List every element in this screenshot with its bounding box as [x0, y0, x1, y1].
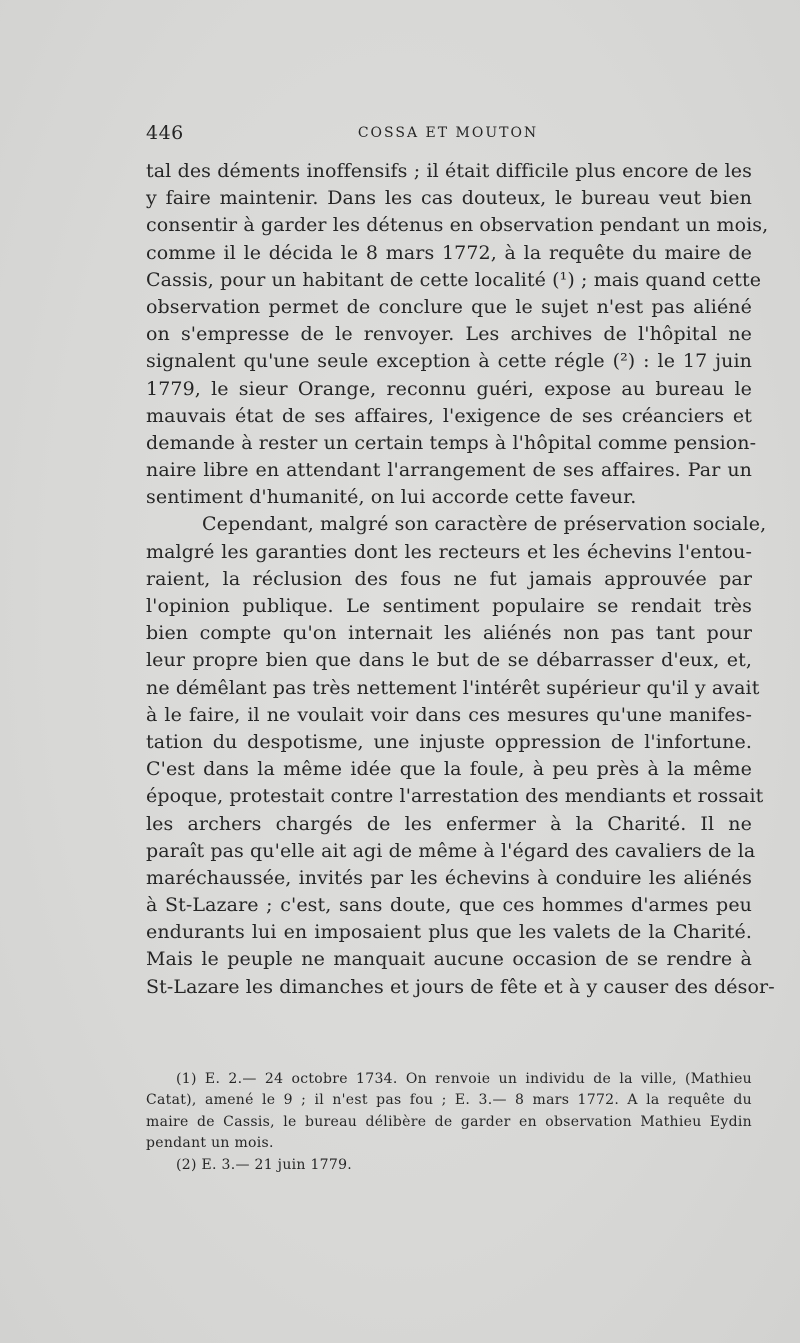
running-title: COSSA ET MOUTON [357, 125, 539, 141]
text-line: maréchaussée, invités par les échevins à conduire les aliénés [146, 866, 752, 889]
text-line: St-Lazare les dimanches et jours de fête et à y causer des désor- [146, 975, 775, 998]
footnote-1-line: (1) E. 2.— 24 octobre 1734. On renvoie un individu de la ville, (Mathieu [176, 1071, 752, 1087]
text-line: consentir à garder les détenus en observation pendant un mois, [146, 214, 769, 237]
text-line: C'est dans la même idée que la foule, à peu près à la même [146, 758, 752, 781]
text-line: leur propre bien que dans le but de se débarrasser d'eux, et, [146, 649, 752, 672]
text-line: mauvais état de ses affaires, l'exigence de ses créanciers et [146, 404, 752, 427]
body-text [146, 158, 775, 1001]
text-line: paraît pas qu'elle ait agi de même à l'égard des cavaliers de la [146, 839, 756, 862]
text-line: époque, protestait contre l'arrestation des mendiants et rossait [146, 785, 764, 808]
text-line: l'opinion publique. Le sentiment populaire se rendait très [146, 595, 752, 617]
text-line: 1779, le sieur Orange, reconnu guéri, expose au bureau le [146, 377, 752, 400]
footnote-1-line: Catat), amené le 9 ; il n'est pas fou ; E. 3.— 8 mars 1772. A la requête du [146, 1092, 752, 1109]
text-line: à le faire, il ne voulait voir dans ces mesures qu'une manifes- [146, 703, 752, 726]
text-line: malgré les garanties dont les recteurs et les échevins l'entou- [146, 540, 752, 563]
text-line: Mais le peuple ne manquait aucune occasion de se rendre à [146, 948, 752, 971]
text-line: tation du despotisme, une injuste oppression de l'infortune. [146, 730, 752, 753]
footnotes [146, 1069, 752, 1176]
text-line: ne démêlant pas très nettement l'intérêt supérieur qu'il y avait [146, 676, 760, 699]
text-line: signalent qu'une seule exception à cette régle (²) : le 17 juin [146, 350, 752, 373]
text-line: demande à rester un certain temps à l'hôpital comme pension- [146, 431, 757, 454]
text-line: bien compte qu'on internait les aliénés non pas tant pour [146, 622, 752, 645]
text-line: endurants lui en imposaient plus que les valets de la Charité. [146, 921, 752, 944]
text-line: comme il le décida le 8 mars 1772, à la requête du maire de [146, 241, 752, 264]
text-line: Cassis, pour un habitant de cette localité (¹) ; mais quand cette [146, 268, 762, 291]
text-line: à St-Lazare ; c'est, sans doute, que ces hommes d'armes peu [146, 894, 752, 917]
text-line: les archers chargés de les enfermer à la Charité. Il ne [146, 812, 752, 835]
paragraph-start-line: Cependant, malgré son caractère de préservation sociale, [202, 513, 767, 536]
footnote-1-line: maire de Cassis, le bureau délibère de garder en observation Mathieu Eydin [146, 1113, 752, 1130]
footnote-2-line: (2) E. 3.— 21 juin 1779. [176, 1156, 353, 1173]
text-line: raient, la réclusion des fous ne fut jamais approuvée par [146, 567, 752, 590]
text-line: observation permet de conclure que le sujet n'est pas aliéné [146, 295, 752, 318]
page-number: 446 [146, 122, 184, 144]
text-line: naire libre en attendant l'arrangement de ses affaires. Par un [146, 459, 752, 482]
text-line: y faire maintenir. Dans les cas douteux, le bureau veut bien [146, 187, 752, 210]
text-line: on s'empresse de le renvoyer. Les archives de l'hôpital ne [146, 323, 752, 346]
paragraph-end-line: sentiment d'humanité, on lui accorde cette faveur. [146, 486, 637, 509]
footnote-1-line: pendant un mois. [146, 1135, 274, 1152]
text-line: tal des déments inoffensifs ; il était difficile plus encore de les [146, 160, 752, 182]
running-head [146, 122, 750, 144]
